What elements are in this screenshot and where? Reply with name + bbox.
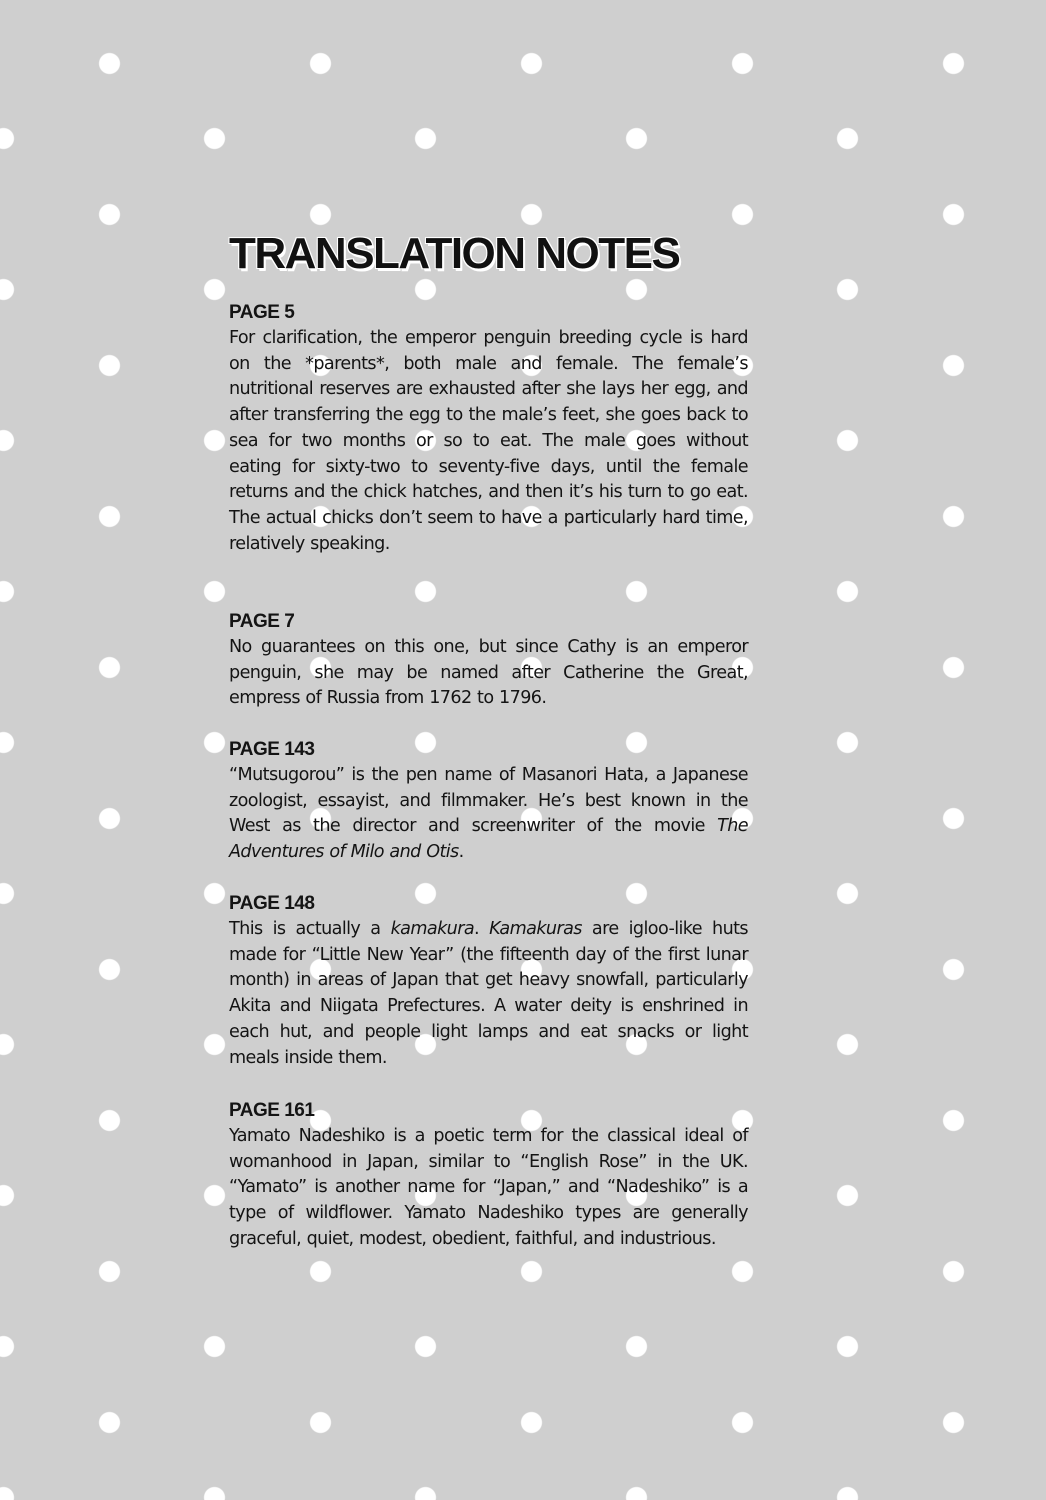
term-italic: Kamakuras	[489, 919, 582, 939]
note-text: No guarantees on this one, but since Cathy is an emperor penguin, she may be named after Catherine the Great, empress of Russia from 1762 to 1796.	[229, 637, 748, 709]
note-page-7	[229, 609, 748, 712]
note-page-161	[229, 1098, 748, 1253]
note-text	[229, 763, 748, 866]
note-heading: PAGE 143	[229, 739, 315, 760]
note-text: For clarification, the emperor penguin breeding cycle is hard on the *parents*, both male and female. The female’s nutritional reserves are exhausted after she lays her egg, and after transferring the egg to the male’s feet, she goes back to sea for two months or so to eat. The male goes without eating for sixty-two to seventy-five days, until the female returns and the chick hatches, and then it’s his turn to go eat. The actual chicks don’t seem to have a particularly hard time, relatively speaking.	[229, 328, 748, 554]
note-text-part: “Mutsugorou” is the pen name of Masanori Hata, a Japanese zoologist, essayist, and filmmaker. He’s best known in the West as the director and screenwriter of the movie	[229, 765, 748, 837]
note-page-5	[229, 300, 748, 557]
note-text	[229, 917, 748, 1071]
term-italic: kamakura	[390, 919, 475, 939]
note-text-part: .	[474, 919, 490, 939]
movie-title-italic: The Adventures of Milo and Otis	[229, 816, 748, 863]
note-page-148	[229, 891, 748, 1071]
note-text-part: .	[458, 842, 464, 863]
note-text-part: are igloo-like huts made for “Little New Year” (the fifteenth day of the first lunar month) in areas of Japan that get heavy snowfall, particularly Akita and Niigata Prefectures. A water deity is enshrined in each hut, and people light lamps and eat snacks or light meals inside them.	[229, 919, 749, 1068]
page-title: TRANSLATION NOTES	[229, 229, 680, 278]
note-text-part: This is actually a	[229, 919, 391, 939]
note-text: Yamato Nadeshiko is a poetic term for the classical ideal of womanhood in Japan, similar to “English Rose” in the UK. “Yamato” is another name for “Japan,” and “Nadeshiko” is a type of wildflower. Yamato Nadeshiko types are generally graceful, quiet, modest, obedient, faithful, and industrious.	[229, 1126, 748, 1249]
note-page-143	[229, 737, 748, 866]
note-heading: PAGE 161	[229, 1100, 315, 1121]
note-heading: PAGE 7	[229, 611, 295, 632]
note-heading: PAGE 148	[229, 893, 315, 914]
note-heading: PAGE 5	[229, 302, 295, 323]
